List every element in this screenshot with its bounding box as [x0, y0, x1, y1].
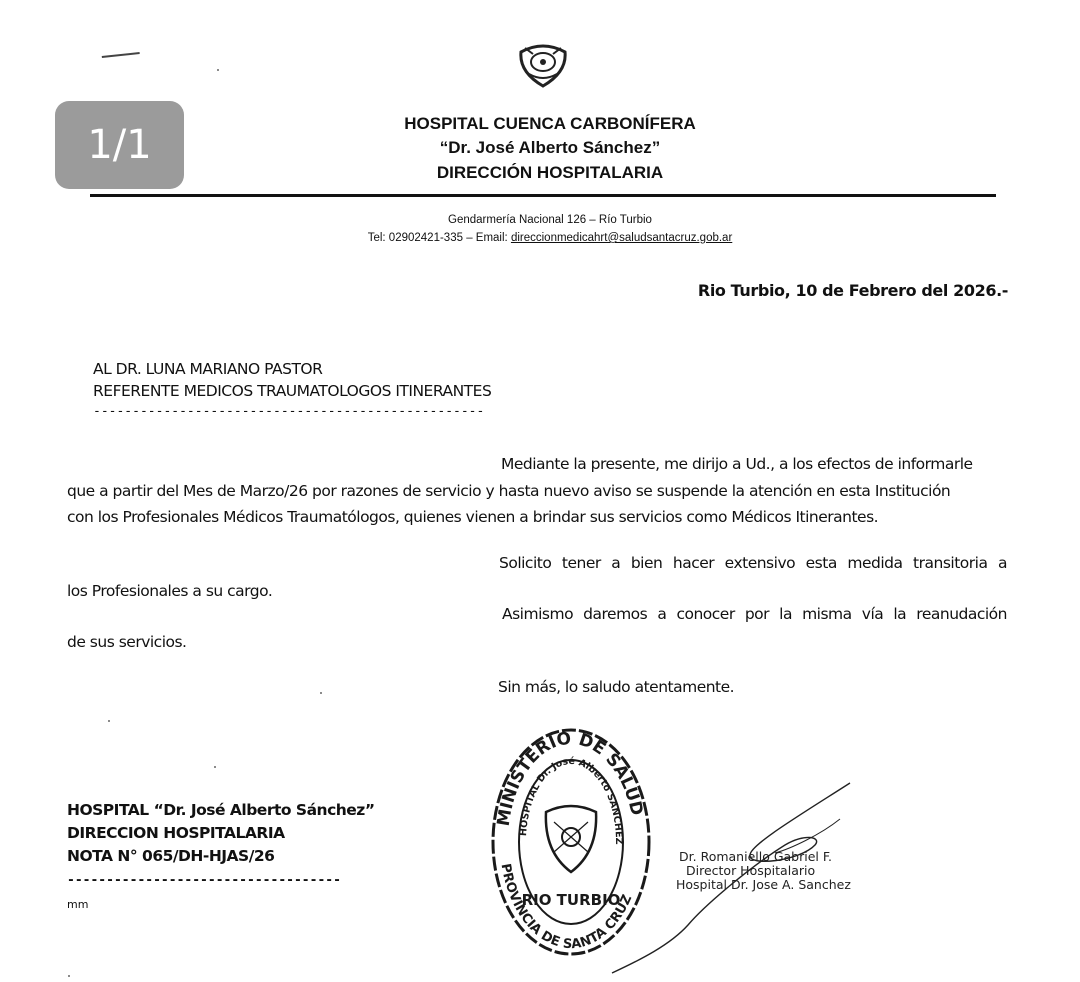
address-line: Gendarmería Nacional 126 – Río Turbio — [448, 214, 652, 226]
stamp-outer-text: MINISTERIO DE SALUD — [493, 728, 647, 828]
recipient-role: REFERENTE MEDICOS TRAUMATOLOGOS ITINERANTES — [93, 382, 492, 400]
contact-line — [250, 232, 850, 244]
body-paragraph-1-line-1: Mediante la presente, me dirijo a Ud., a los efectos de informarle — [501, 455, 973, 473]
footer-hospital: HOSPITAL “Dr. José Alberto Sánchez” — [67, 801, 375, 819]
scan-speck — [214, 766, 216, 768]
recipient-underline: -------------------------------------------------- — [93, 404, 485, 419]
hospital-subtitle: “Dr. José Alberto Sánchez” — [439, 138, 661, 157]
contact-prefix: Tel: 02902421-335 – Email: — [367, 232, 511, 244]
footer-underline: ----------------------------------- — [67, 873, 341, 888]
email-link[interactable]: direccionmedicahrt@saludsantacruz.gob.ar — [510, 232, 733, 244]
signer-title: Director Hospitalario — [686, 863, 816, 878]
stamp-center-text: RIO TURBIO — [521, 891, 621, 909]
body-paragraph-1-line-2: que a partir del Mes de Marzo/26 por razones de servicio y hasta nuevo aviso se suspende la atención en esta Institución — [67, 482, 951, 500]
body-paragraph-3-line-2: de sus servicios. — [67, 633, 187, 651]
stamp-bottom-text: PROVINCIA DE SANTA CRUZ — [497, 862, 636, 953]
signer-name: Dr. Romaniello Gabriel F. — [679, 849, 833, 864]
page-counter-badge: 1/1 — [55, 101, 184, 189]
hospital-name: HOSPITAL CUENCA CARBONÍFERA — [404, 114, 696, 133]
signer-institution: Hospital Dr. Jose A. Sanchez — [676, 877, 851, 892]
header-divider — [90, 194, 996, 197]
scan-speck — [320, 692, 322, 694]
scan-speck — [217, 69, 219, 71]
body-paragraph-2-line-1: Solicito tener a bien hacer extensivo esta medida transitoria a — [499, 554, 1007, 572]
body-paragraph-2-line-2: los Profesionales a su cargo. — [67, 582, 273, 600]
department-title: DIRECCIÓN HOSPITALARIA — [436, 163, 664, 182]
coat-of-arms-icon — [515, 42, 571, 90]
typist-initials: mm — [67, 898, 89, 911]
date-line: Rio Turbio, 10 de Febrero del 2026.- — [697, 281, 1008, 300]
scan-speck — [68, 975, 70, 977]
body-paragraph-3-line-1: Asimismo daremos a conocer por la misma vía la reanudación — [502, 605, 1007, 623]
scan-speck — [108, 720, 110, 722]
recipient-name: AL DR. LUNA MARIANO PASTOR — [93, 360, 323, 378]
closing-line: Sin más, lo saludo atentamente. — [498, 678, 735, 696]
footer-note-number: NOTA N° 065/DH-HJAS/26 — [67, 847, 275, 865]
scan-mark — [102, 52, 141, 63]
footer-direction: DIRECCION HOSPITALARIA — [67, 824, 285, 842]
stamp-inner-text: HOSPITAL Dr. José Alberto SANCHEZ — [518, 755, 625, 845]
body-paragraph-1-line-3: con los Profesionales Médicos Traumatólogos, quienes vienen a brindar sus servicios como Médicos Itinerantes. — [67, 508, 879, 526]
